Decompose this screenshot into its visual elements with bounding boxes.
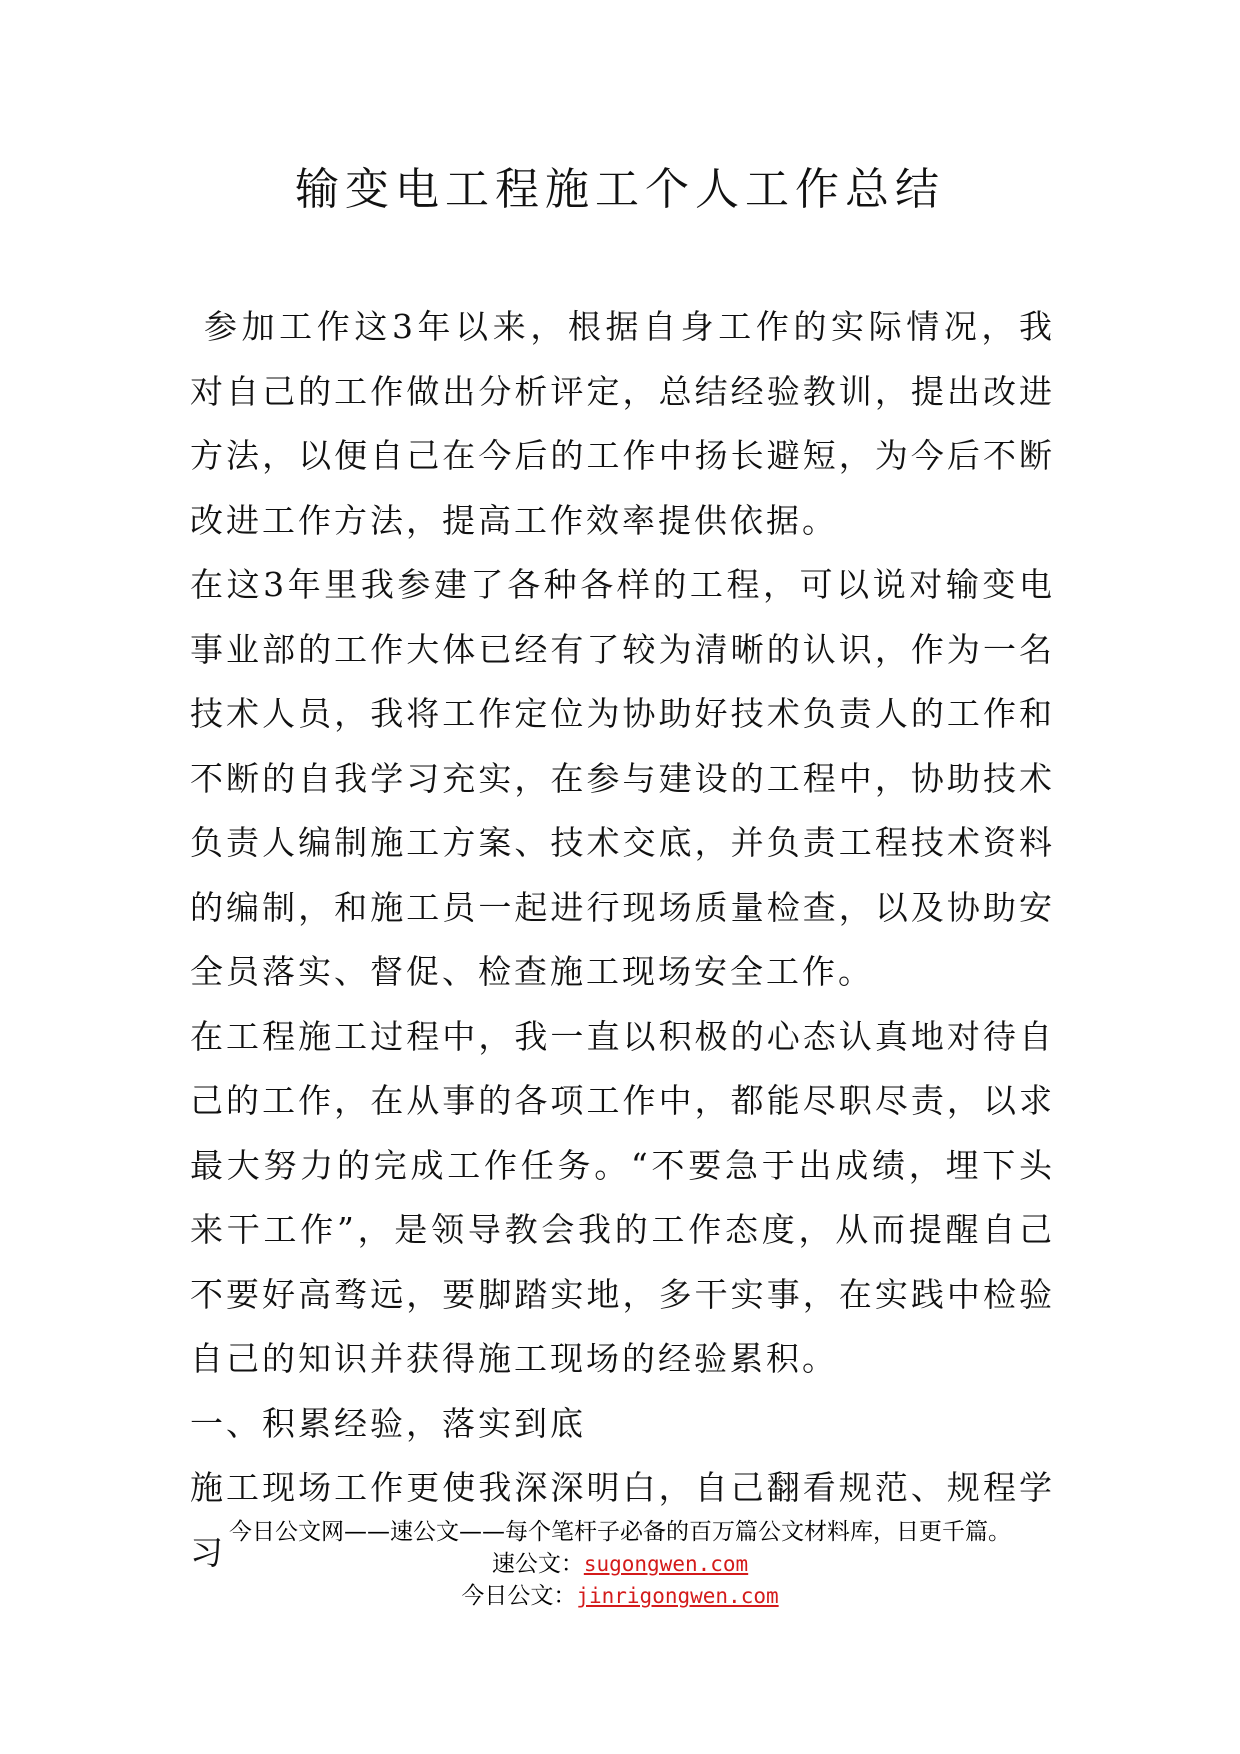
document-body [190, 295, 1055, 1585]
site-label-jinrigongwen: 今日公文： [461, 1583, 577, 1609]
paragraph-attitude: 在工程施工过程中，我一直以积极的心态认真地对待自己的工作，在从事的各项工作中，都能尽职尽责，以求最大努力的完成工作任务。“不要急于出成绩，埋下头来干工作”，是领导教会我的工作态度，从而提醒自己不要好高骛远，要脚踏实地，多干实事，在实践中检验自己的知识并获得施工现场的经验累积。 [190, 1016, 1055, 1378]
paragraph-intro: 参加工作这3年以来，根据自身工作的实际情况，我对自己的工作做出分析评定，总结经验教训，提出改进方法，以便自己在今后的工作中扬长避短，为今后不断改进工作方法，提高工作效率提供依据。 [190, 307, 1055, 540]
paragraph-projects: 在这3年里我参建了各种各样的工程，可以说对输变电事业部的工作大体已经有了较为清晰的认识，作为一名技术人员，我将工作定位为协助好技术负责人的工作和不断的自我学习充实，在参与建设的工程中，协助技术负责人编制施工方案、技术交底，并负责工程技术资料的编制，和施工员一起进行现场质量检查，以及协助安全员落实、督促、检查施工现场安全工作。 [190, 565, 1055, 991]
link-sugongwen[interactable]: sugongwen.com [583, 1552, 749, 1576]
footer-slogan: 今日公文网——速公文——每个笔杆子必备的百万篇公文材料库，日更千篇。 [229, 1519, 1011, 1545]
footer [0, 1516, 1240, 1612]
site-label-sugongwen: 速公文： [491, 1551, 584, 1577]
paragraph-site-work: 施工现场工作更使我深深明白，自己翻看规范、规程学习 [190, 1468, 1055, 1572]
document-title: 输变电工程施工个人工作总结 [295, 164, 945, 215]
footer-site-sugongwen [0, 1548, 1240, 1580]
footer-site-jinrigongwen [0, 1580, 1240, 1612]
section-heading-1: 一、积累经验，落实到底 [190, 1403, 586, 1443]
link-jinrigongwen[interactable]: jinrigongwen.com [576, 1584, 779, 1608]
